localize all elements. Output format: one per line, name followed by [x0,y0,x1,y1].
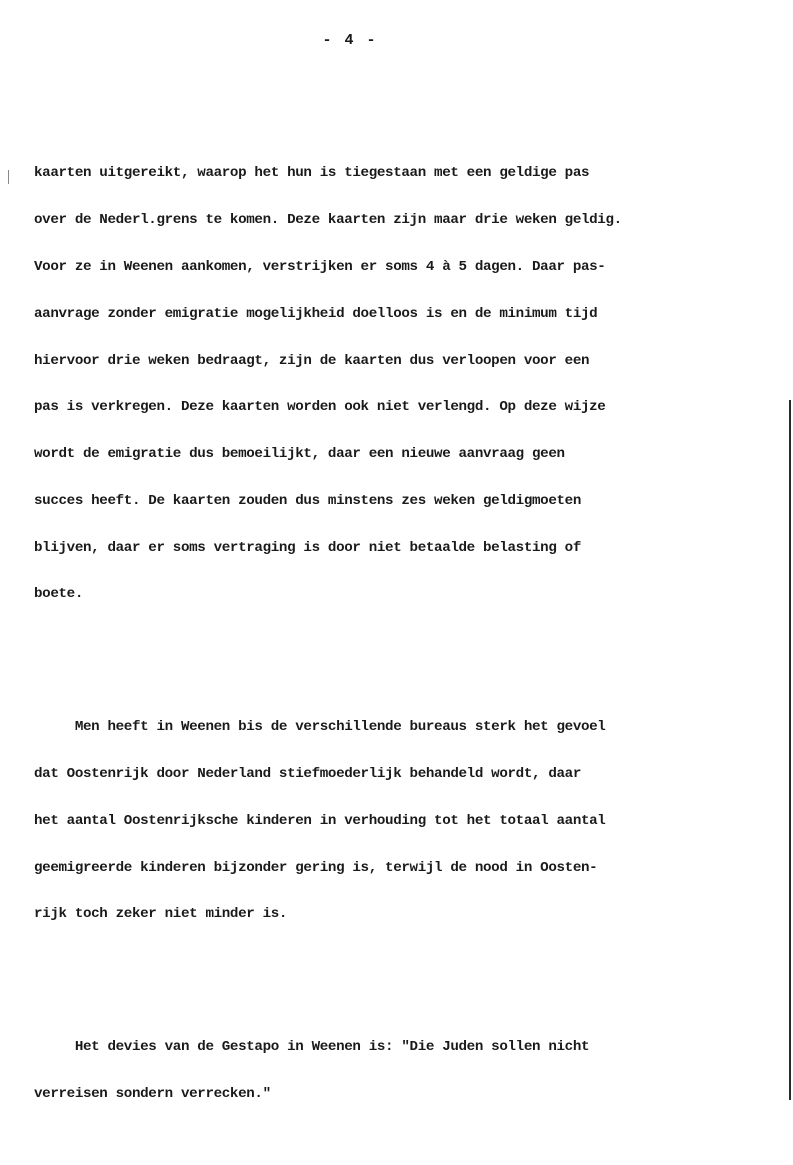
text-line: pas is verkregen. Deze kaarten worden ook niet verlengd. Op deze wijze [34,399,606,416]
text-line: hiervoor drie weken bedraagt, zijn de kaarten dus verloopen voor een [34,352,590,369]
text-line: blijven, daar er soms vertraging is door niet betaalde belasting of [34,539,581,556]
text-line: rijk toch zeker niet minder is. [34,906,288,923]
text-line: over de Nederl.grens te komen. Deze kaarten zijn maar drie weken geldig. [34,212,622,229]
paragraph-2 [34,689,793,954]
text-line: geemigreerde kinderen bijzonder gering is, terwijl de nood in Oosten- [34,859,598,876]
text-line: verreisen sondern verrecken." [34,1085,271,1102]
paragraph-3 [34,1009,793,1134]
paragraph-1 [34,135,793,634]
text-line: aanvrage zonder emigratie mogelijkheid doelloos is en de minimum tijd [34,305,598,322]
scan-edge-line [789,400,791,1100]
text-line: succes heeft. De kaarten zouden dus minstens zes weken geldigmoeten [34,492,581,509]
page-number: - 4 - [322,32,378,49]
text-line: kaarten uitgereikt, waarop het hun is tiegestaan met een geldige pas [34,165,590,182]
text-line: Men heeft in Weenen bis de verschillende bureaus sterk het gevoel [34,719,606,736]
margin-mark [8,170,9,184]
text-line: het aantal Oostenrijksche kinderen in verhouding tot het totaal aantal [34,812,606,829]
text-line: Voor ze in Weenen aankomen, verstrijken er soms 4 à 5 dagen. Daar pas- [34,258,606,275]
text-line: Het devies van de Gestapo in Weenen is: "Die Juden sollen nicht [34,1039,590,1056]
document-body [34,104,793,1165]
text-line: boete. [34,586,83,603]
text-line: wordt de emigratie dus bemoeilijkt, daar een nieuwe aanvraag geen [34,446,565,463]
text-line: dat Oostenrijk door Nederland stiefmoederlijk behandeld wordt, daar [34,765,581,782]
